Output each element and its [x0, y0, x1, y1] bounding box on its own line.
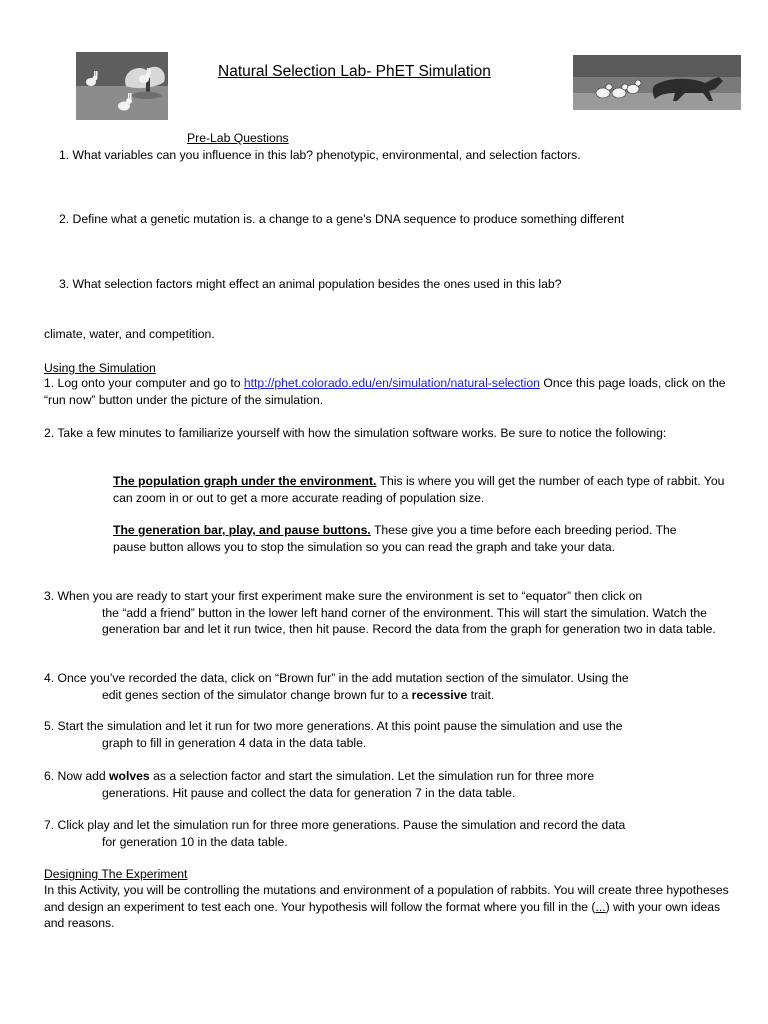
simulation-heading: Using the Simulation — [44, 361, 156, 375]
step-3 — [44, 588, 734, 638]
step-4 — [44, 670, 734, 703]
prelab-question-1: 1. What variables can you influence in this lab? phenotypic, environmental, and selection factors. — [59, 148, 581, 162]
step-7 — [44, 817, 734, 850]
rabbits-and-wolf-image — [573, 55, 741, 110]
step-4-first-line: 4. Once you’ve recorded the data, click on “Brown fur” in the add mutation section of the simulator. Using the — [44, 671, 629, 685]
bullet-population-graph — [113, 473, 725, 506]
step-7-first-line: 7. Click play and let the simulation run for three more generations. Pause the simulation and record the data — [44, 818, 626, 832]
step-6-text-end: as a selection factor and start the simulation. Let the simulation run for three more — [149, 769, 595, 783]
bullet-generation-bar — [113, 522, 713, 555]
step-1-text: 1. Log onto your computer and go to — [44, 376, 244, 390]
step-6-continuation: generations. Hit pause and collect the data for generation 7 in the data table. — [102, 785, 516, 800]
step-4-text-end: trait. — [467, 687, 495, 702]
step-6-first-line — [44, 769, 594, 783]
fill-in-blank: ... — [595, 899, 606, 914]
recessive-keyword: recessive — [411, 687, 468, 702]
step-6 — [44, 768, 734, 801]
prelab-question-2: 2. Define what a genetic mutation is. a change to a gene's DNA sequence to produce something different — [59, 212, 625, 226]
wolves-keyword: wolves — [109, 769, 150, 783]
step-5-first-line: 5. Start the simulation and let it run for two more generations. At this point pause the simulation and use the — [44, 719, 623, 733]
design-text — [44, 882, 734, 932]
step-2: 2. Take a few minutes to familiarize yourself with how the simulation software works. Be sure to notice the following: — [44, 426, 667, 440]
rabbits-in-field-image — [76, 52, 168, 120]
prelab-question-3: 3. What selection factors might effect an animal population besides the ones used in this lab? — [59, 277, 562, 291]
bullet-2-text: These give you a time before each breeding period. The pause button allows you to stop the simulation so you can read the graph and take your data. — [113, 523, 677, 554]
step-1-text-end: Once this page loads, click on the “run now” button under the picture of the simulation. — [44, 376, 726, 407]
phet-link[interactable]: http://phet.colorado.edu/en/simulation/natural-selection — [243, 376, 540, 390]
step-5-continuation: graph to fill in generation 4 data in the data table. — [102, 735, 367, 750]
design-text-body: In this Activity, you will be controlling the mutations and environment of a population of rabbits. You will create three hypotheses and design an experiment to test each one. Your hypothesis will follow the format where you fill in the ( — [44, 883, 729, 914]
step-5 — [44, 718, 734, 751]
design-text-end: ) with your own ideas and reasons. — [44, 899, 721, 930]
prelab-answer-3: climate, water, and competition. — [44, 327, 215, 341]
step-3-continuation: the “add a friend” button in the lower left hand corner of the environment. This will start the simulation. Watch the generation bar and let it run twice, then hit pause. Record the data from the graph for generation two in data table. — [102, 605, 716, 636]
bullet-2-heading: The generation bar, play, and pause buttons. — [113, 523, 371, 537]
prelab-heading: Pre-Lab Questions — [187, 131, 289, 145]
step-3-first-line: 3. When you are ready to start your first experiment make sure the environment is set to “equator” then click on — [44, 589, 643, 603]
step-6-text: 6. Now add — [44, 769, 110, 783]
bullet-1-text: This is where you will get the number of each type of rabbit. You can zoom in or out to get a more accurate reading of population size. — [113, 474, 725, 505]
page-title: Natural Selection Lab- PhET Simulation — [218, 63, 491, 80]
step-1 — [44, 375, 734, 408]
step-4-text: edit genes section of the simulator change brown fur to a — [102, 687, 412, 702]
bullet-1-heading: The population graph under the environment. — [113, 474, 377, 488]
step-7-continuation: for generation 10 in the data table. — [102, 834, 288, 849]
design-heading: Designing The Experiment — [44, 867, 188, 881]
step-4-continuation — [44, 687, 734, 704]
